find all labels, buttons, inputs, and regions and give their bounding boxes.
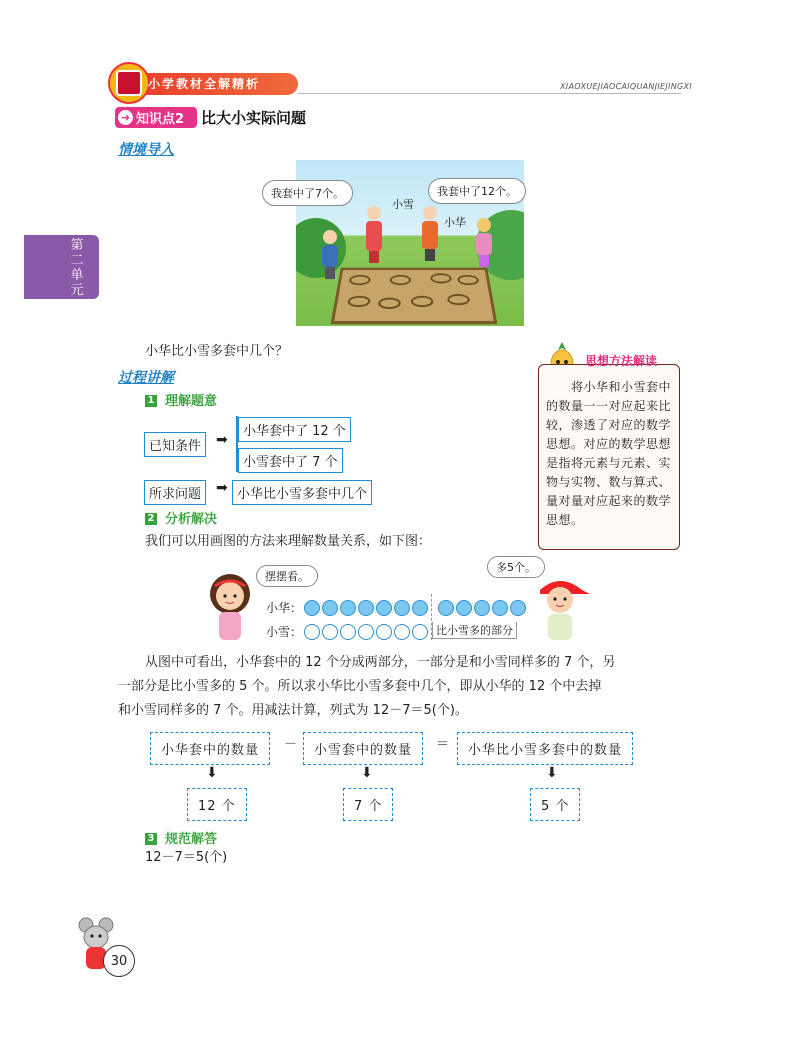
speech-bubble-girl: 摆摆看。 — [256, 565, 318, 587]
arrow-down-icon: ⬇ — [546, 765, 558, 781]
tip-text: 将小华和小雪套中的数量一一对应起来比较，渗透了对应的数学思想。对应的数学思想是指将元素与元素、实物与实物、数与算式、量对量对应起来的数学思想。 — [546, 380, 672, 527]
formula-term-b: 小雪套中的数量 — [303, 732, 423, 765]
xiaohua-extra-circle — [474, 600, 490, 616]
formula-value-b: 7 个 — [343, 788, 393, 821]
xiaohua-extra-circle — [456, 600, 472, 616]
question-text: 小华比小雪多套中几个？ — [145, 344, 289, 359]
known-condition-2: 小雪套中了 7 个 — [238, 448, 343, 473]
arrow-down-icon: ⬇ — [206, 765, 218, 781]
xiaohua-extra-circle — [510, 600, 526, 616]
row1-extra-dots — [438, 600, 526, 616]
speech-bubble-left: 我套中了7个。 — [262, 180, 353, 206]
xiaoxue-circle — [412, 624, 428, 640]
xiaoxue-circle — [358, 624, 374, 640]
xiaohua-extra-circle — [438, 600, 454, 616]
extra-part-label: 比小雪多的部分 — [432, 622, 517, 639]
xiaoxue-circle — [322, 624, 338, 640]
step2-heading — [145, 508, 217, 527]
step2-number: 2 — [145, 513, 157, 525]
known-condition-1: 小华套中了 12 个 — [238, 417, 351, 442]
knowledge-point-label: 知识点2 — [136, 112, 185, 127]
explain-line-3: 和小雪同样多的 7 个。用减法计算，列式为 12－7＝5(个)。 — [118, 703, 468, 718]
xiaoxue-circle — [304, 624, 320, 640]
explain-line-2: 一部分是比小雪多的 5 个。所以求小华比小雪多套中几个，即从小华的 12 个中去掉 — [118, 679, 602, 694]
girl-character-icon — [205, 572, 255, 642]
xiaoxue-circle — [340, 624, 356, 640]
page-number: 30 — [103, 945, 135, 977]
label-xiaohua: 小华 — [444, 216, 466, 229]
tip-title: 思想方法解读 — [585, 354, 658, 368]
xiaohua-circle — [358, 600, 374, 616]
step1-heading — [145, 390, 217, 409]
row1-label: 小华： — [266, 601, 303, 615]
xiaohua-circle — [376, 600, 392, 616]
step3-title: 规范解答 — [165, 832, 218, 847]
step3-answer: 12－7＝5(个) — [145, 850, 228, 865]
xiaohua-circle — [322, 600, 338, 616]
unit-side-tab — [24, 235, 99, 299]
step3-heading — [145, 828, 217, 847]
row1-same-dots — [304, 600, 428, 616]
arrow-right-icon: ➜ — [118, 110, 133, 125]
row2-label: 小雪： — [266, 625, 303, 639]
xiaohua-circle — [340, 600, 356, 616]
girl-figure — [476, 218, 492, 267]
xiaohua-circle — [304, 600, 320, 616]
arrow-right-icon: ➡ — [216, 480, 228, 496]
header-divider — [298, 93, 681, 94]
ask-question: 小华比小雪多套中几个 — [232, 480, 372, 505]
row2-dots — [304, 624, 428, 640]
boy-character-icon — [530, 572, 592, 642]
formula-term-a: 小华套中的数量 — [150, 732, 270, 765]
xiaoxue-circle — [394, 624, 410, 640]
label-xiaoxue: 小雪 — [392, 198, 414, 211]
arrow-down-icon: ⬇ — [361, 765, 373, 781]
xiaohua-extra-circle — [492, 600, 508, 616]
formula-value-c: 5 个 — [530, 788, 580, 821]
unit-side-tab-label: 第二单元 — [70, 238, 84, 298]
ask-label: 所求问题 — [144, 480, 206, 505]
speech-bubble-boy: 多5个。 — [487, 556, 545, 578]
known-conditions-label: 已知条件 — [144, 432, 206, 457]
formula-minus: － — [284, 737, 298, 752]
xiaoxue-circle — [376, 624, 392, 640]
arrow-right-icon: ➡ — [216, 432, 228, 448]
book-logo-icon — [108, 62, 150, 104]
boy-figure — [322, 230, 338, 279]
section-title: 比大小实际问题 — [201, 109, 307, 127]
knowledge-point-tag — [115, 107, 197, 128]
xiaohua-circle — [412, 600, 428, 616]
header-title: 小学教材全解精析 — [148, 77, 261, 91]
step1-title: 理解题意 — [165, 394, 218, 409]
xiaohua-figure — [422, 206, 438, 261]
xiaoxue-figure — [366, 206, 382, 263]
xiaohua-circle — [394, 600, 410, 616]
formula-term-c: 小华比小雪多套中的数量 — [457, 732, 633, 765]
step2-text: 我们可以用画图的方法来理解数量关系，如下图： — [145, 534, 432, 549]
speech-bubble-right: 我套中了12个。 — [428, 178, 526, 204]
explain-line-1: 从图中可看出，小华套中的 12 个分成两部分，一部分是和小雪同样多的 7 个，另 — [145, 655, 616, 670]
formula-value-a: 12 个 — [187, 788, 247, 821]
step1-number: 1 — [145, 395, 157, 407]
step3-number: 3 — [145, 833, 157, 845]
formula-equals: ＝ — [436, 737, 450, 752]
intro-heading: 情境导入 — [118, 142, 174, 158]
header-english: XIAOXUEJIAOCAIQUANJIEJINGXI — [560, 82, 692, 91]
step2-title: 分析解决 — [165, 512, 218, 527]
process-heading: 过程讲解 — [118, 370, 174, 386]
ring-toss-field — [331, 268, 498, 324]
